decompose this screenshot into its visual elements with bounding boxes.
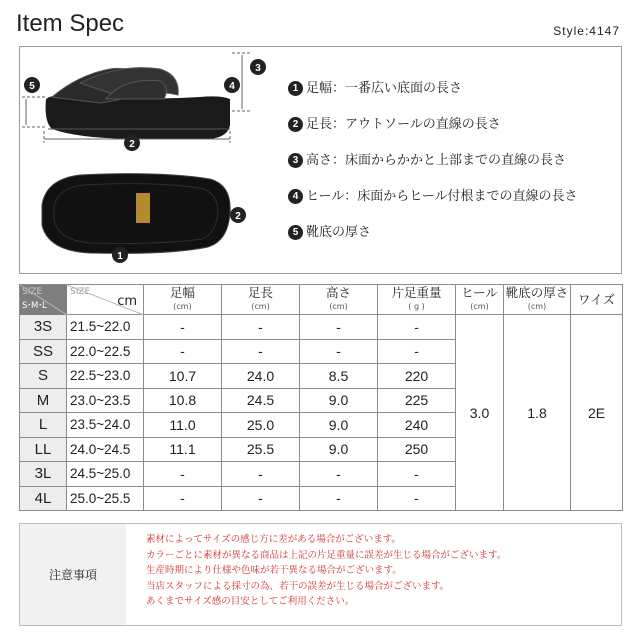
size-code-cell: M xyxy=(20,388,67,413)
size-code-cell: 3L xyxy=(20,462,67,487)
notes-label: 注意事項 xyxy=(20,524,126,625)
table-cell: 24.0 xyxy=(222,364,300,389)
table-cell: 24.5 xyxy=(222,388,300,413)
table-corner-header xyxy=(20,285,144,315)
spec-item-label: 足長：アウトソールの直線の長さ xyxy=(306,117,501,132)
table-cell: - xyxy=(378,339,456,364)
spec-item xyxy=(288,149,566,168)
number-badge-icon: 1 xyxy=(288,81,303,96)
table-cell: - xyxy=(378,315,456,340)
table-header-row xyxy=(20,285,623,315)
size-code-cell: S xyxy=(20,364,67,389)
table-cell: 11.0 xyxy=(144,413,222,438)
column-header: 靴底の厚さ (cm) xyxy=(504,285,571,315)
size-range-cell: 24.0~24.5 xyxy=(67,437,144,462)
table-cell: 10.8 xyxy=(144,388,222,413)
column-header: 足長 (cm) xyxy=(222,285,300,315)
spec-panel xyxy=(19,46,622,274)
table-cell: 10.7 xyxy=(144,364,222,389)
table-cell: 8.5 xyxy=(300,364,378,389)
svg-text:4: 4 xyxy=(229,81,235,92)
wise-cell: 2E xyxy=(571,315,623,511)
sole-thickness-cell: 1.8 xyxy=(504,315,571,511)
table-cell: - xyxy=(300,339,378,364)
svg-text:5: 5 xyxy=(29,81,35,92)
size-range-cell: 21.5~22.0 xyxy=(67,315,144,340)
corner-size-label-2: SIZE xyxy=(70,287,91,297)
table-cell: - xyxy=(222,486,300,511)
spec-item xyxy=(288,185,577,204)
column-header: ワイズ xyxy=(571,285,623,315)
column-header: ヒール (cm) xyxy=(456,285,504,315)
table-cell: 9.0 xyxy=(300,437,378,462)
spec-item-label: 靴底の厚さ xyxy=(306,225,372,240)
table-cell: 11.1 xyxy=(144,437,222,462)
number-badge-icon: 2 xyxy=(288,117,303,132)
table-cell: - xyxy=(378,462,456,487)
table-cell: - xyxy=(222,315,300,340)
note-line: 生産時期により仕様や色味が若干異なる場合がございます。 xyxy=(146,565,402,576)
table-cell: 9.0 xyxy=(300,388,378,413)
size-range-cell: 22.0~22.5 xyxy=(67,339,144,364)
table-cell: - xyxy=(144,486,222,511)
spec-item-label: 高さ：床面からかかと上部までの直線の長さ xyxy=(306,153,567,168)
number-badge-icon: 4 xyxy=(288,189,303,204)
spec-item-label: ヒール：床面からヒール付根までの直線の長さ xyxy=(306,189,578,204)
page-title: Item Spec xyxy=(16,10,125,37)
size-range-cell: 22.5~23.0 xyxy=(67,364,144,389)
heel-cell: 3.0 xyxy=(456,315,504,511)
table-cell: - xyxy=(378,486,456,511)
table-cell: - xyxy=(300,486,378,511)
table-cell: 240 xyxy=(378,413,456,438)
table-cell: - xyxy=(300,315,378,340)
note-line: 素材によってサイズの感じ方に差がある場合がございます。 xyxy=(146,534,401,545)
table-cell: - xyxy=(222,339,300,364)
table-cell: - xyxy=(300,462,378,487)
size-code-cell: 4L xyxy=(20,486,67,511)
size-range-cell: 23.0~23.5 xyxy=(67,388,144,413)
table-cell: 9.0 xyxy=(300,413,378,438)
size-range-cell: 25.0~25.5 xyxy=(67,486,144,511)
spec-item xyxy=(288,77,462,96)
size-code-cell: L xyxy=(20,413,67,438)
corner-size-label: SIZE xyxy=(22,287,43,297)
shoe-diagram xyxy=(20,47,280,275)
svg-text:2: 2 xyxy=(129,139,135,150)
side-sole xyxy=(46,95,230,140)
table-row xyxy=(20,315,623,340)
size-range-cell: 24.5~25.0 xyxy=(67,462,144,487)
size-code-cell: 3S xyxy=(20,315,67,340)
size-code-cell: LL xyxy=(20,437,67,462)
size-table xyxy=(19,284,623,511)
column-header: 足幅 (cm) xyxy=(144,285,222,315)
table-cell: 25.0 xyxy=(222,413,300,438)
bottom-view-sole xyxy=(42,174,230,254)
table-cell: - xyxy=(144,462,222,487)
corner-unit-label: cm xyxy=(117,294,137,309)
spec-item xyxy=(288,221,371,240)
table-cell: 25.5 xyxy=(222,437,300,462)
table-cell: 220 xyxy=(378,364,456,389)
corner-sml-label: S･M･L xyxy=(22,301,47,311)
table-cell: - xyxy=(144,339,222,364)
svg-text:2: 2 xyxy=(235,211,241,222)
svg-text:3: 3 xyxy=(255,63,261,74)
number-badge-icon: 5 xyxy=(288,225,303,240)
number-badge-icon: 3 xyxy=(288,153,303,168)
table-cell: - xyxy=(222,462,300,487)
table-cell: 225 xyxy=(378,388,456,413)
notes-panel xyxy=(19,523,622,626)
note-line: カラーごとに素材が異なる商品は上記の片足重量に誤差が生じる場合がございます。 xyxy=(146,549,507,561)
column-header: 高さ (cm) xyxy=(300,285,378,315)
note-line: あくまでサイズ感の目安としてご利用ください。 xyxy=(146,596,355,607)
table-cell: 250 xyxy=(378,437,456,462)
svg-text:1: 1 xyxy=(117,251,123,262)
column-header: 片足重量 ( g ) xyxy=(378,285,456,315)
size-code-cell: SS xyxy=(20,339,67,364)
size-range-cell: 23.5~24.0 xyxy=(67,413,144,438)
insole-logo xyxy=(136,193,150,223)
table-cell: - xyxy=(144,315,222,340)
spec-item-label: 足幅：一番広い底面の長さ xyxy=(306,81,463,96)
notes-list xyxy=(126,524,621,625)
style-code: Style:4147 xyxy=(553,24,620,38)
spec-item xyxy=(288,113,501,132)
side-view-shoe xyxy=(46,68,230,139)
note-line: 当店スタッフによる採寸の為、若干の誤差が生じる場合がございます。 xyxy=(146,580,450,592)
